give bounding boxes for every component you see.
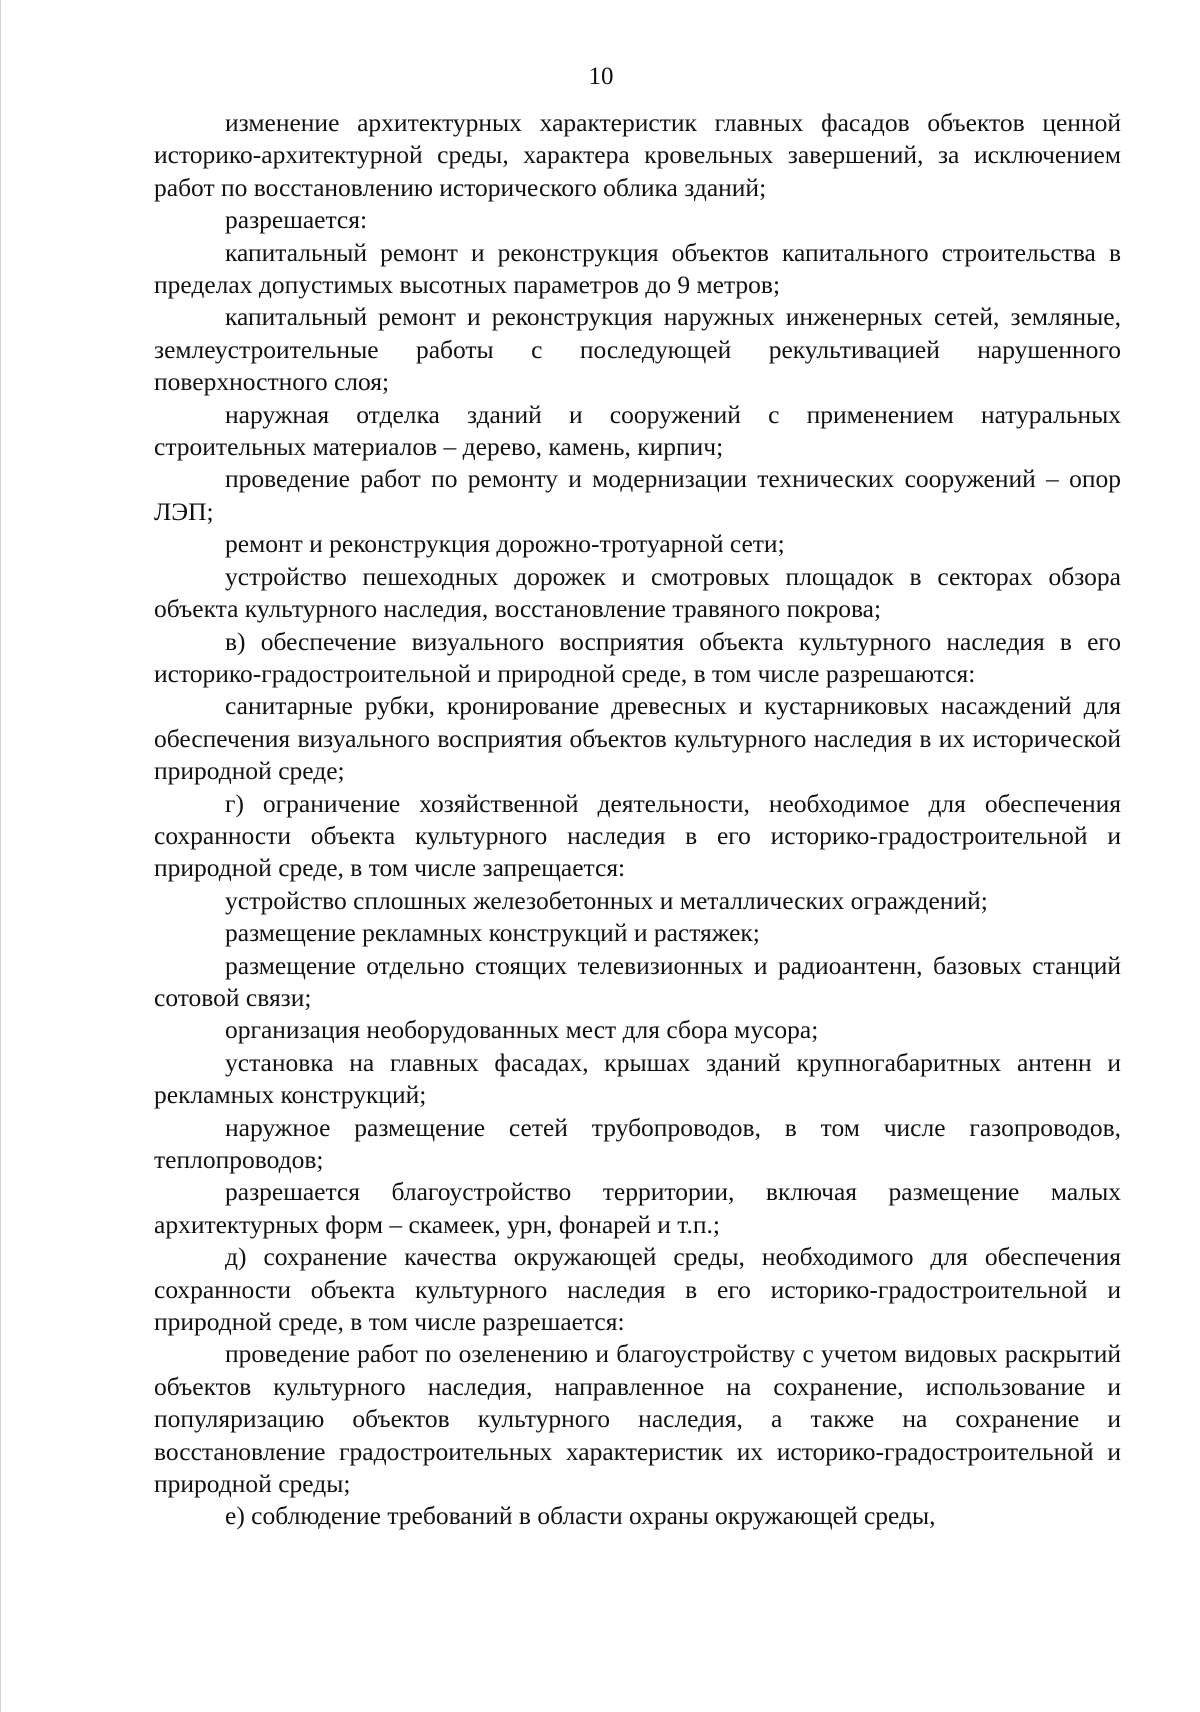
paragraph: ремонт и реконструкция дорожно-тротуарной сети; (225, 529, 785, 559)
paragraph: санитарные рубки, кронирование древесных и кустарниковых насаждений для обеспечения визуального восприятия объектов культурного наследия в их исторической природной среде; (154, 691, 1121, 786)
paragraph: изменение архитектурных характеристик главных фасадов объектов ценной историко-архитектурной среды, характера кровельных завершений, за исключением работ по восстановлению исторического облика зданий; (154, 108, 1121, 202)
paragraph: организация необорудованных мест для сбора мусора; (225, 1015, 819, 1045)
paragraph: разрешается: (225, 205, 368, 235)
document-body (154, 107, 1121, 1533)
paragraph: проведение работ по озеленению и благоустройству с учетом видовых раскрытий объектов культурного наследия, направленное на сохранение, использование и популяризацию объектов культурного наследия, а также на сохранение и восстановление градостроительных характеристик их историко-градостроительной и природной среды; (154, 1339, 1121, 1499)
paragraph: е) соблюдение требований в области охраны окружающей среды, (225, 1501, 936, 1531)
paragraph: в) обеспечение визуального восприятия объекта культурного наследия в его историко-градостроительной и природной среде, в том числе разрешаются: (154, 626, 1121, 688)
paragraph: д) сохранение качества окружающей среды, необходимого для обеспечения сохранности объекта культурного наследия в его историко-градостроительной и природной среде, в том числе разрешается: (154, 1242, 1121, 1337)
paragraph: размещение отдельно стоящих телевизионных и радиоантенн, базовых станций сотовой связи; (154, 950, 1121, 1012)
paragraph: капитальный ремонт и реконструкция наружных инженерных сетей, земляные, землеустроительные работы с последующей рекультивацией нарушенного поверхностного слоя; (154, 302, 1121, 397)
paragraph: установка на главных фасадах, крышах зданий крупногабаритных антенн и рекламных конструкций; (154, 1047, 1121, 1110)
paragraph: разрешается благоустройство территории, включая размещение малых архитектурных форм – скамеек, урн, фонарей и т.п.; (154, 1177, 1121, 1239)
paragraph: наружная отделка зданий и сооружений с применением натуральных строительных материалов – дерево, камень, кирпич; (154, 399, 1121, 462)
paragraph: устройство сплошных железобетонных и металлических ограждений; (225, 885, 988, 915)
paragraph: г) ограничение хозяйственной деятельности, необходимое для обеспечения сохранности объекта культурного наследия в его историко-градостроительной и природной среде, в том числе запрещается: (154, 788, 1121, 883)
page-number: 10 (588, 63, 614, 90)
paragraph: проведение работ по ремонту и модернизации технических сооружений – опор ЛЭП; (154, 464, 1121, 526)
paragraph: размещение рекламных конструкций и растяжек; (225, 918, 760, 948)
paragraph: наружное размещение сетей трубопроводов, в том числе газопроводов, теплопроводов; (154, 1112, 1121, 1174)
paragraph: капитальный ремонт и реконструкция объектов капитального строительства в пределах допустимых высотных параметров до 9 метров; (154, 237, 1121, 300)
paragraph: устройство пешеходных дорожек и смотровых площадок в секторах обзора объекта культурного наследия, восстановление травяного покрова; (154, 561, 1121, 624)
